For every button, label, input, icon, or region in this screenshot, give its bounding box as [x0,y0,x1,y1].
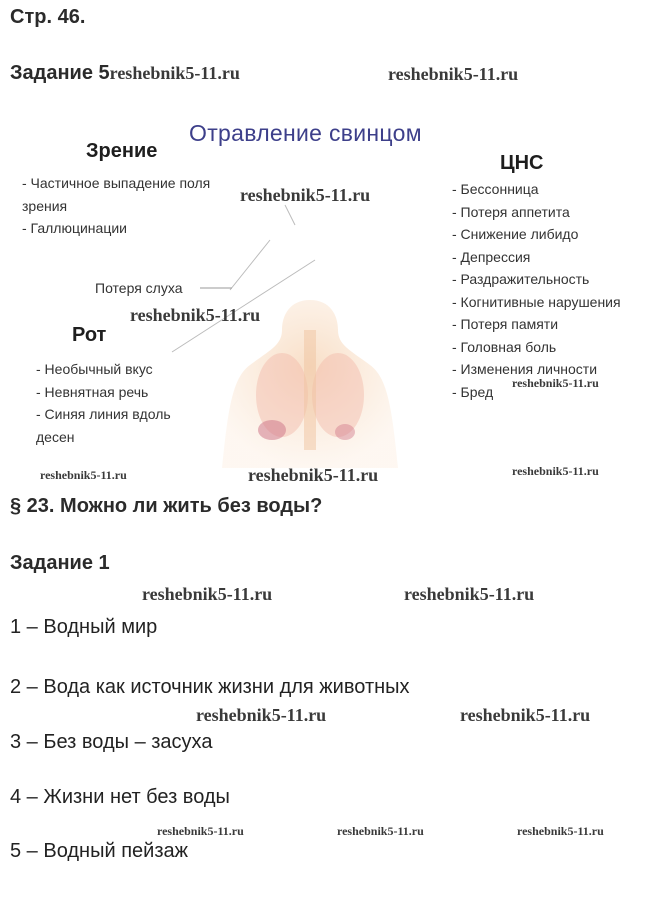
watermark: reshebnik5-11.ru [196,705,327,725]
watermark: reshebnik5-11.ru [40,468,127,482]
cns-item: - Снижение либидо [452,226,579,242]
watermark: reshebnik5-11.ru [460,705,591,725]
watermark: reshebnik5-11.ru [388,64,519,84]
vision-item: - Галлюцинации [22,220,127,236]
watermark: reshebnik5-11.ru [130,305,261,325]
task-1-heading: Задание 1 [10,552,110,574]
watermark: reshebnik5-11.ru [404,584,535,604]
answer-item: 1 – Водный мир [10,616,158,638]
answer-item: 5 – Водный пейзаж [10,840,188,862]
cns-item: - Изменения личности [452,361,598,377]
vision-list [22,172,210,240]
cns-list [452,178,621,403]
hearing-label: Потеря слуха [95,280,183,296]
watermark: reshebnik5-11.ru [157,824,244,838]
watermark: reshebnik5-11.ru [248,465,379,485]
answer-item: 4 – Жизни нет без воды [10,786,230,808]
cns-item: - Когнитивные нарушения [452,293,621,310]
watermark: reshebnik5-11.ru [109,63,240,83]
mouth-item: - Синяя линия вдоль [36,406,171,422]
cns-item: - Депрессия [452,248,531,265]
watermark: reshebnik5-11.ru [512,376,599,390]
cns-item: - Бессонница [452,181,539,197]
answer-item: 3 – Без воды – засуха [10,731,213,753]
mouth-item: десен [36,428,75,445]
cns-item: - Потеря аппетита [452,203,570,220]
cns-item: - Головная боль [452,338,557,355]
mouth-list [36,358,171,448]
cns-heading: ЦНС [500,152,544,174]
watermark: reshebnik5-11.ru [142,584,273,604]
mouth-item: - Невнятная речь [36,383,149,400]
vision-item: зрения [22,197,68,214]
section-title: § 23. Можно ли жить без воды? [10,495,323,517]
vision-heading: Зрение [86,140,158,162]
cns-item: - Раздражительность [452,271,590,287]
watermark: reshebnik5-11.ru [512,464,599,478]
cns-item: - Потеря памяти [452,316,559,332]
task-5-label: Задание 5 [10,62,110,84]
cns-item: - Бред [452,383,494,400]
mouth-heading: Рот [72,324,107,346]
mouth-item: - Необычный вкус [36,361,153,377]
page-number: Стр. 46. [10,6,86,28]
watermark: reshebnik5-11.ru [337,824,424,838]
watermark: reshebnik5-11.ru [517,824,604,838]
diagram-title: Отравление свинцом [189,120,422,146]
watermark: reshebnik5-11.ru [240,185,371,205]
answer-item: 2 – Вода как источник жизни для животных [10,676,410,698]
vision-item: - Частичное выпадение поля [22,175,211,191]
